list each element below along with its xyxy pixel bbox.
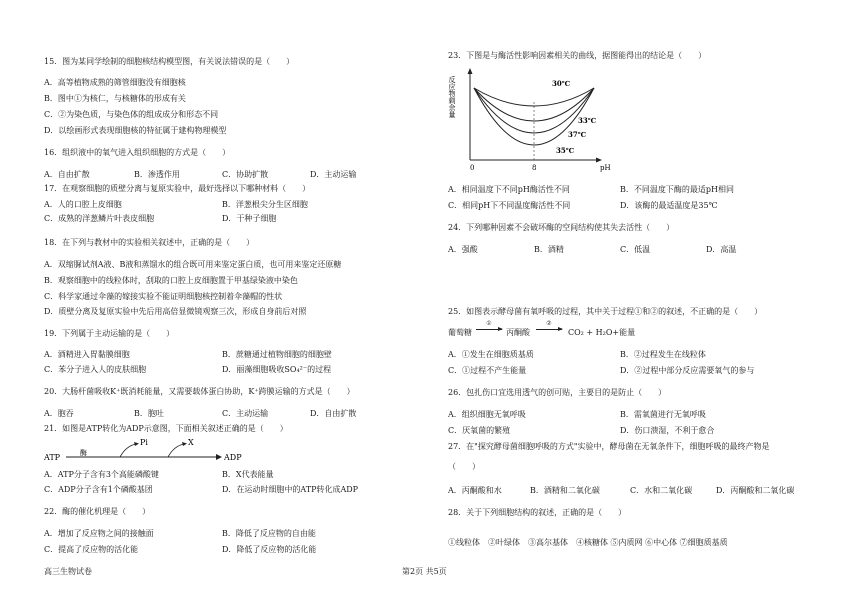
q27-option-c: C．水和二氧化碳	[630, 486, 693, 495]
q18-stem: 18．在下列与教材中的实验相关叙述中，正确的是（ ）	[44, 238, 255, 247]
eq-arrow-2	[536, 320, 562, 340]
pi-branch-arrowhead	[134, 442, 139, 446]
q23-option-d: D．该酶的最适温度是35℃	[620, 201, 718, 210]
q19-option-c: C．苯分子进入人的皮肤细胞	[44, 365, 147, 374]
q22-stem: 22．酶的催化机理是（ ）	[44, 507, 151, 516]
q26-stem: 26．包扎伤口宜选用透气的创可贴，主要目的是防止（ ）	[448, 388, 667, 397]
q22-option-b: B．降低了反应物的自由能	[222, 529, 316, 538]
q24-option-d: D．高温	[706, 245, 737, 254]
eq-glucose: 葡萄糖	[448, 328, 472, 337]
q24-option-b: B．酒精	[534, 245, 564, 254]
enzyme-activity-chart-svg	[448, 66, 618, 176]
q17-stem: 17．在观察细胞的质壁分离与复原实验中，最好选择以下哪种材料（ ）	[44, 184, 311, 193]
footer-left: 高三生物试卷	[44, 567, 92, 576]
q26-option-a: A．组织细胞无氧呼吸	[448, 410, 526, 419]
pi-label: Pi	[140, 438, 148, 447]
chart-ylabel: 反应物剩余量	[448, 76, 456, 118]
q23-option-c: C．相同pH下不同温度酶活性不同	[448, 201, 571, 210]
q19-option-a: A．酒精进入胃黏膜细胞	[44, 350, 130, 359]
q22-option-a: A．增加了反应物之间的接触面	[44, 529, 154, 538]
q23-option-b: B．不同温度下酶的最适pH相同	[620, 185, 734, 194]
atp-label: ATP	[44, 453, 61, 462]
q18-option-b: B．观察细胞中的线粒体时，刮取的口腔上皮细胞置于甲基绿染液中染色	[44, 276, 298, 285]
q17-option-a: A．人的口腔上皮细胞	[44, 200, 122, 209]
q21-option-a: A．ATP分子含有3个高能磷酸键	[44, 470, 159, 479]
eq-arrow-1-line	[476, 329, 502, 330]
q20-option-b: B．胞吐	[134, 409, 164, 418]
q18-option-c: C．科学家通过伞藻的嫁接实验不能证明细胞核控制着伞藻帽的性状	[44, 292, 283, 301]
eq-pyruvate: 丙酮酸	[506, 328, 530, 337]
q18-option-d: D．质壁分离及复原实验中先后用高倍显微镜观察三次，形成自身前后对照	[44, 307, 307, 316]
q20-option-a: A．胞吞	[44, 409, 74, 418]
q26-option-d: D．伤口溃湿，不利于愈合	[620, 426, 715, 435]
q17-option-c: C．成熟的洋葱鳞片叶表皮细胞	[44, 214, 155, 223]
q18-option-a: A．双缩脲试剂A液、B液和蒸馏水的组合既可用来鉴定蛋白质，也可用来鉴定还原糖	[44, 260, 342, 269]
eq-arrow-1	[476, 320, 502, 340]
q24-option-c: C．低温	[620, 245, 651, 254]
q28-structure-list: ①线粒体 ②叶绿体 ③高尔基体 ④核糖体 ⑤内质网 ⑥中心体 ⑦细胞质基质	[448, 538, 728, 547]
curve-label-35c: 35℃	[556, 146, 575, 155]
q25-option-c: C．①过程不产生能量	[448, 366, 527, 375]
x-branch-arrowhead	[182, 442, 187, 446]
q28-stem: 28．关于下列细胞结构的叙述，正确的是（ ）	[448, 508, 627, 517]
chart-xlabel: pH	[600, 164, 611, 172]
adp-label: ADP	[224, 453, 242, 462]
eq-arrow-2-line	[536, 329, 562, 330]
q21-stem: 21．如图是ATP转化为ADP示意图，下面相关叙述正确的是（ ）	[44, 424, 288, 433]
q24-stem: 24．下列哪种因素不会破坏酶的空间结构使其失去活性（ ）	[448, 223, 675, 232]
q15-stem: 15．图为某同学绘制的细胞核结构模型图，有关说法错误的是（ ）	[44, 57, 295, 66]
curve-label-30c: 30℃	[552, 79, 571, 88]
q21-option-b: B．X代表能量	[222, 470, 274, 479]
q16-option-a: A．自由扩散	[44, 170, 90, 179]
q25-stem: 25．如图表示酵母菌有氧呼吸的过程，其中关于过程①和②的叙述，不正确的是（ ）	[448, 307, 763, 316]
footer-page-number: 第2页 共5页	[402, 567, 447, 576]
respiration-equation	[448, 320, 678, 342]
curve-33c	[474, 88, 594, 121]
curve-label-37c: 37℃	[568, 130, 587, 139]
q15-option-a: A．高等植物成熟的筛管细胞没有细胞核	[44, 78, 186, 87]
reaction-arrowhead	[216, 454, 222, 460]
enzyme-label: 酶	[80, 449, 87, 457]
atp-adp-diagram	[44, 436, 254, 466]
q16-option-d: D．主动运输	[310, 170, 357, 179]
eq-products: CO₂ + H₂O+能量	[568, 328, 636, 337]
q27-stem: 27．在"探究酵母菌细胞呼吸的方式"实验中，酵母菌在无氧条件下，细胞呼吸的最终产物是	[448, 442, 770, 451]
q17-option-b: B．洋葱根尖分生区细胞	[222, 200, 308, 209]
q27-stem-continued: （ ）	[448, 462, 480, 471]
q20-option-c: C．主动运输	[222, 409, 269, 418]
q25-option-a: A．①发生在细胞质基质	[448, 350, 534, 359]
q16-option-b: B．渗透作用	[134, 170, 180, 179]
q25-option-d: D．②过程中部分反应需要氧气的参与	[620, 366, 755, 375]
q22-option-c: C．提高了反应物的活化能	[44, 545, 139, 554]
q17-option-d: D．干种子细胞	[222, 214, 277, 223]
chart-x-axis-arrow	[596, 158, 602, 163]
eq-step-2: ②	[546, 320, 552, 327]
q23-option-a: A．相同温度下不同pH酶活性不同	[448, 185, 570, 194]
q25-option-b: B．②过程发生在线粒体	[620, 350, 706, 359]
q20-option-d: D．自由扩散	[310, 409, 357, 418]
q16-stem: 16．组织液中的氧气进入组织细胞的方式是（ ）	[44, 148, 231, 157]
pi-branch-arrow	[120, 444, 136, 457]
curve-label-33c: 33℃	[578, 116, 597, 125]
q27-option-b: B．酒精和二氧化碳	[530, 486, 600, 495]
q21-option-d: D．在运动时细胞中的ATP转化成ADP	[222, 485, 359, 494]
q15-option-c: C．②为染色质，与染色体的组成成分和形态不同	[44, 110, 219, 119]
q21-option-c: C．ADP分子含有1个磷酸基团	[44, 485, 153, 494]
q15-option-d: D．以绘画形式表现细胞核的特征属于建构物理模型	[44, 126, 227, 135]
x-label: X	[188, 438, 194, 447]
eq-step-1: ①	[486, 320, 492, 327]
q26-option-c: C．厌氧菌的繁殖	[448, 426, 511, 435]
q22-option-d: D．降低了反应物的活化能	[222, 545, 317, 554]
q23-stem: 23．下图是与酶活性影响因素相关的曲线，据图能得出的结论是（ ）	[448, 51, 707, 60]
q24-option-a: A．强酸	[448, 245, 478, 254]
q15-option-b: B．图中①为核仁，与核糖体的形成有关	[44, 94, 186, 103]
chart-origin-label: 0	[470, 164, 475, 172]
q20-stem: 20．大肠杆菌吸收K⁺既消耗能量，又需要载体蛋白协助，K⁺跨膜运输的方式是（ ）	[44, 387, 355, 396]
q27-option-d: D．丙酮酸和二氧化碳	[716, 486, 795, 495]
q16-option-c: C．协助扩散	[222, 170, 269, 179]
atp-adp-diagram-svg	[44, 436, 254, 466]
enzyme-activity-chart	[448, 66, 618, 176]
q19-stem: 19．下列属于主动运输的是（ ）	[44, 329, 175, 338]
q26-option-b: B．需氧菌进行无氧呼吸	[620, 410, 706, 419]
x-branch-arrow	[168, 444, 184, 457]
chart-tick-8: 8	[532, 164, 537, 172]
chart-y-axis-arrow	[468, 68, 473, 74]
q19-option-b: B．蔗糖通过植物细胞的细胞壁	[222, 350, 332, 359]
q19-option-d: D．丽藻细胞吸收SO₄²⁻的过程	[222, 365, 332, 374]
q27-option-a: A．丙酮酸和水	[448, 486, 502, 495]
